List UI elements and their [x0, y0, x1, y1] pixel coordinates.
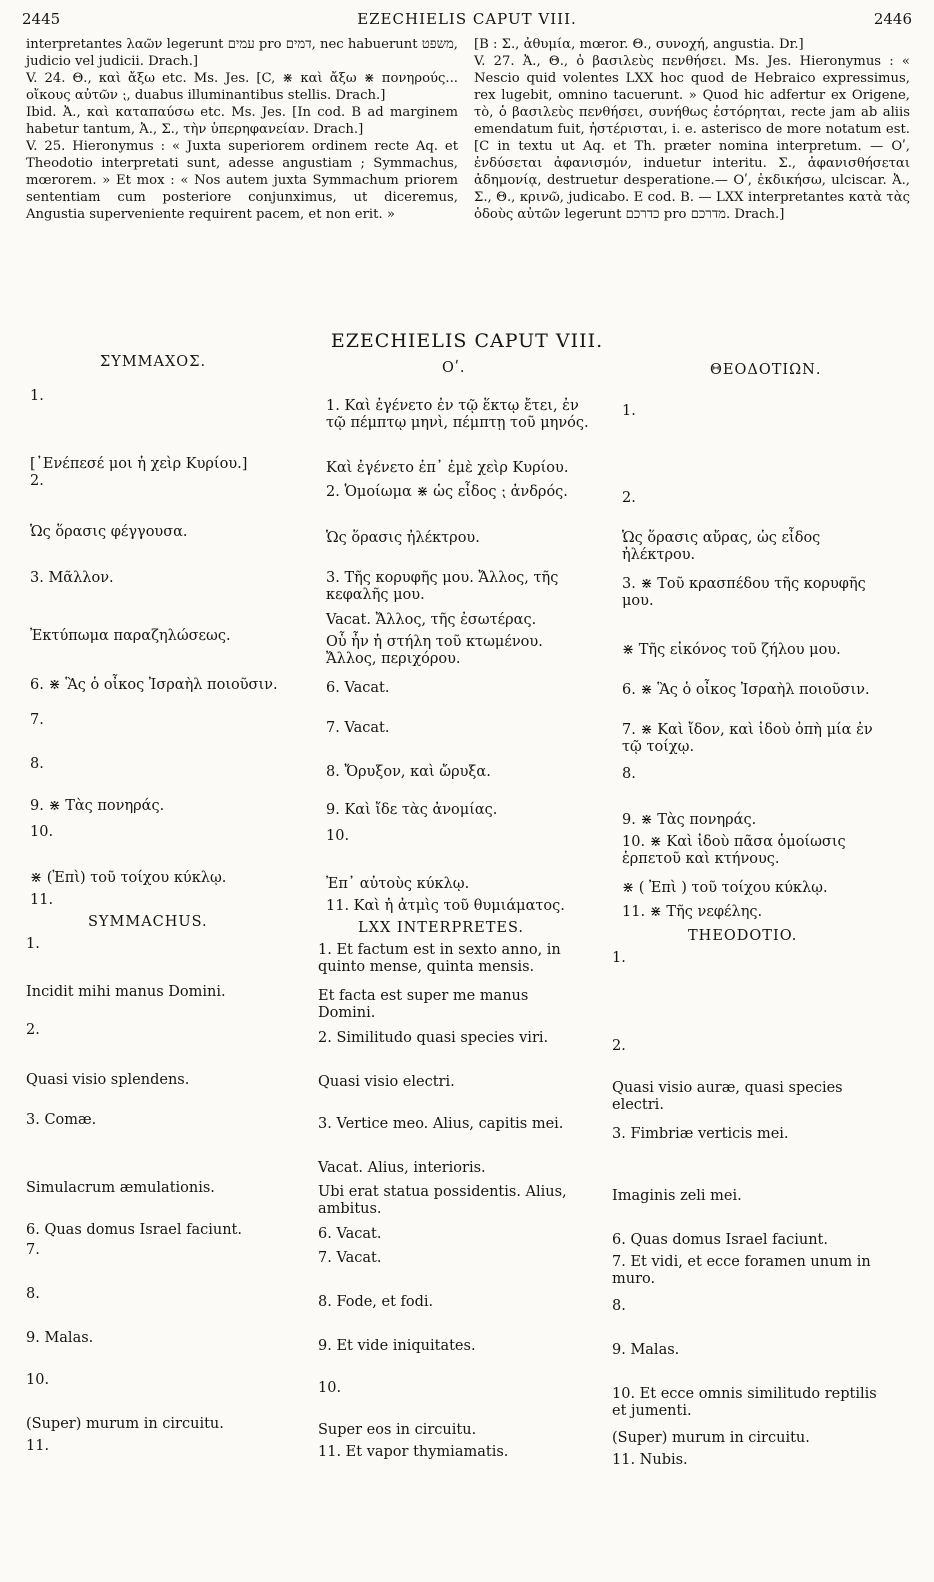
- verse-line: 2. Ὁμοίωμα ⋇ ὡς εἶδος ⁏ ἀνδρός.: [326, 484, 568, 500]
- verse-line: ⋇ ( Ἐπὶ ) τοῦ τοίχου κύκλῳ.: [622, 880, 828, 896]
- verse-line: Quasi visio auræ, quasi species electri.: [612, 1080, 843, 1113]
- verse-line: 10.: [326, 828, 350, 844]
- notes-right-column: [474, 36, 910, 223]
- page-number-left: 2445: [22, 10, 61, 28]
- verse-line: 9. ⋇ Τὰς πονηράς.: [30, 798, 165, 814]
- verse-line: 9. Καὶ ἴδε τὰς ἀνομίας.: [326, 802, 498, 818]
- verse-line: Super eos in circuitu.: [318, 1422, 477, 1438]
- verse-line: Οὗ ἦν ἡ στήλη τοῦ κτωμένου. Ἄλλος, περιχόρου.: [326, 634, 543, 667]
- header-latin-symmachus: SYMMACHUS.: [88, 914, 208, 930]
- verse-line: 11. Et vapor thymiamatis.: [318, 1444, 509, 1460]
- verse-line: 2.: [30, 473, 44, 489]
- verse-line: Ἐκτύπωμα παραζηλώσεως.: [30, 628, 231, 644]
- verse-line: 1.: [26, 936, 40, 952]
- verse-line: 2. Similitudo quasi species viri.: [318, 1030, 549, 1046]
- verse-line: 3. Fimbriæ verticis mei.: [612, 1126, 789, 1142]
- verse-line: 10. Et ecce omnis similitudo reptilis et jumenti.: [612, 1386, 877, 1419]
- verse-line: [᾿Ενέπεσέ μοι ἡ χεὶρ Κυρίου.]: [30, 456, 248, 472]
- verse-line: 7. Et vidi, et ecce foramen unum in muro.: [612, 1254, 871, 1287]
- verse-line: 2.: [612, 1038, 626, 1054]
- verse-line: 6. ⋇ Ἃς ὁ οἶκος Ἰσραὴλ ποιοῦσιν.: [622, 682, 870, 698]
- verse-line: 6. Vacat.: [318, 1226, 382, 1242]
- verse-line: 6. Quas domus Israel faciunt.: [26, 1222, 242, 1238]
- verse-line: 3. Comæ.: [26, 1112, 97, 1128]
- verse-line: 3. Vertice meo. Alius, capitis mei.: [318, 1116, 564, 1132]
- verse-line: 10.: [26, 1372, 50, 1388]
- verse-line: 1. Et factum est in sexto anno, in quinto mense, quinta mensis.: [318, 942, 561, 975]
- header-latin-lxx: LXX INTERPRETES.: [358, 920, 525, 936]
- verse-line: 9. ⋇ Τὰς πονηράς.: [622, 812, 757, 828]
- verse-line: 7. ⋇ Καὶ ἴδον, καὶ ἰδοὺ ὀπὴ μία ἐν τῷ τοίχῳ.: [622, 722, 873, 755]
- note-paragraph: interpretantes λαῶν legerunt עמים pro דמים, nec habuerunt משפט, judicio vel judicii. Drach.]: [26, 37, 458, 69]
- header-greek-symmachus: ΣΥΜΜΑΧΟΣ.: [100, 354, 207, 370]
- note-paragraph: [B : Σ., ἀθυμία, mœror. Θ., συνοχή, angustia. Dr.]: [474, 37, 804, 52]
- verse-line: Quasi visio electri.: [318, 1074, 455, 1090]
- verse-line: 7. Vacat.: [326, 720, 390, 736]
- page-header: [22, 10, 912, 36]
- verse-line: 9. Malas.: [26, 1330, 94, 1346]
- page-number-right: 2446: [873, 10, 912, 28]
- verse-line: 7.: [30, 712, 44, 728]
- verse-line: 11.: [26, 1438, 50, 1454]
- notes-left-column: [26, 36, 458, 223]
- verse-line: 6. Quas domus Israel faciunt.: [612, 1232, 828, 1248]
- header-greek-lxx: Οʹ.: [442, 360, 466, 376]
- verse-line: 8.: [612, 1298, 626, 1314]
- verse-line: (Super) murum in circuitu.: [612, 1430, 810, 1446]
- verse-line: 1.: [30, 388, 44, 404]
- verse-line: 7.: [26, 1242, 40, 1258]
- verse-line: Imaginis zeli mei.: [612, 1188, 742, 1204]
- verse-line: Ὡς ὅρασις αὔρας, ὡς εἶδος ἠλέκτρου.: [622, 530, 821, 563]
- verse-line: 6. ⋇ Ἃς ὁ οἶκος Ἰσραὴλ ποιοῦσιν.: [30, 677, 278, 693]
- verse-line: 3. ⋇ Τοῦ κρασπέδου τῆς κορυφῆς μου.: [622, 576, 866, 609]
- verse-line: Simulacrum æmulationis.: [26, 1180, 215, 1196]
- verse-line: 8. Ὄρυξον, καὶ ὤρυξα.: [326, 764, 491, 780]
- verse-line: 11. Καὶ ἡ ἀτμὶς τοῦ θυμιάματος.: [326, 898, 565, 914]
- verse-line: 11. ⋇ Τῆς νεφέλης.: [622, 904, 763, 920]
- verse-line: 1. Καὶ ἐγένετο ἐν τῷ ἕκτῳ ἔτει, ἐν τῷ πέμπτῳ μηνὶ, πέμπτῃ τοῦ μηνός.: [326, 398, 589, 431]
- verse-line: Quasi visio splendens.: [26, 1072, 190, 1088]
- verse-line: Incidit mihi manus Domini.: [26, 984, 226, 1000]
- verse-line: 2.: [26, 1022, 40, 1038]
- verse-line: 3. Τῆς κορυφῆς μου. Ἄλλος, τῆς κεφαλῆς μου.: [326, 570, 559, 603]
- note-paragraph: V. 24. Θ., καὶ ἄξω etc. Ms. Jes. [C, ⋇ καὶ ἄξω ⋇ πονηρούς... οἴκους αὐτῶν ⁏, duabus illuminantibus stellis. Drach.]: [26, 71, 458, 103]
- verse-line: 9. Et vide iniquitates.: [318, 1338, 476, 1354]
- verse-line: Ὡς ὅρασις ἠλέκτρου.: [326, 530, 480, 546]
- verse-line: 8. Fode, et fodi.: [318, 1294, 434, 1310]
- verse-line: 10.: [30, 824, 54, 840]
- verse-line: Ἐπ᾿ αὐτοὺς κύκλῳ.: [326, 876, 470, 892]
- verse-line: 6. Vacat.: [326, 680, 390, 696]
- note-paragraph: Ibid. Ἀ., καὶ καταπαύσω etc. Ms. Jes. [In cod. B ad marginem habetur tantum, Ἀ., Σ., τὴν ὑπερηφανείαν. Drach.]: [26, 105, 458, 137]
- verse-line: 9. Malas.: [612, 1342, 680, 1358]
- verse-line: 10.: [318, 1380, 342, 1396]
- chapter-title: EZECHIELIS CAPUT VIII.: [330, 330, 604, 352]
- verse-line: 8.: [26, 1286, 40, 1302]
- running-head: EZECHIELIS CAPUT VIII.: [357, 10, 577, 28]
- verse-line: 7. Vacat.: [318, 1250, 382, 1266]
- verse-line: Ubi erat statua possidentis. Alius, ambitus.: [318, 1184, 567, 1217]
- verse-line: 11.: [30, 892, 54, 908]
- verse-line: 8.: [622, 766, 636, 782]
- verse-line: (Super) murum in circuitu.: [26, 1416, 224, 1432]
- verse-line: 2.: [622, 490, 636, 506]
- verse-line: 1.: [622, 403, 636, 419]
- verse-line: Καὶ ἐγένετο ἐπ᾿ ἐμὲ χεὶρ Κυρίου.: [326, 460, 569, 476]
- verse-line: Ὡς ὅρασις φέγγουσα.: [30, 524, 188, 540]
- note-paragraph: V. 27. Ἀ., Θ., ὁ βασιλεὺς πενθήσει. Ms. Jes. Hieronymus : « Nescio quid volentes LXX hoc quod de Hebraico expressimus, rex lugebit, omnino tacuerunt. » Quod hic adfertur ex Origene, τὸ, ὁ βασιλεὺς πενθήσει, συνήθως ἐστόρηται, recte jam ab aliis emendatum fuit, ἠστέρισται, i. e. asterisco de more notatum est. [C in textu ut Aq. et Th. præter nomina interpretum. — Οʹ, ἐνδύσεται ἀφανισμόν, induetur interitu. Σ., ἀφανισθήσεται ἀδημονίᾳ, destruetur desperatione.— Οʹ, ἐκδικήσω, ulciscar. Ἀ., Σ., Θ., κρινῶ, judicabo. E cod. B. — LXX interpretantes κατὰ τὰς ὁδοὺς αὐτῶν legerunt כדרכם pro מדרכם. Drach.]: [474, 54, 910, 222]
- verse-line: Et facta est super me manus Domini.: [318, 988, 529, 1021]
- verse-line: 3. Μᾶλλον.: [30, 570, 114, 586]
- note-paragraph: V. 25. Hieronymus : « Juxta superiorem ordinem recte Aq. et Theodotio interpretati sunt, adesse angustiam ; Symmachus, mœrorem. » Et mox : « Nos autem juxta Symmachum priorem sententiam cum posteriore conjunximus, ut diceremus, Angustia superveniente requirent pacem, et non erit. »: [26, 139, 458, 222]
- header-greek-theodotion: ΘΕΟΔΟΤΙΩΝ.: [710, 362, 822, 378]
- verse-line: ⋇ (Ἐπὶ) τοῦ τοίχου κύκλῳ.: [30, 870, 227, 886]
- verse-line: ⋇ Τῆς εἰκόνος τοῦ ζήλου μου.: [622, 642, 841, 658]
- verse-line: 8.: [30, 756, 44, 772]
- verse-line: 10. ⋇ Καὶ ἰδοὺ πᾶσα ὁμοίωσις ἑρπετοῦ καὶ κτήνους.: [622, 834, 846, 867]
- verse-line: 11. Nubis.: [612, 1452, 688, 1468]
- header-latin-theodotion: THEODOTIO.: [688, 928, 798, 944]
- verse-line: Vacat. Alius, interioris.: [318, 1160, 486, 1176]
- verse-line: 1.: [612, 950, 626, 966]
- verse-line: Vacat. Ἄλλος, τῆς ἐσωτέρας.: [326, 612, 537, 628]
